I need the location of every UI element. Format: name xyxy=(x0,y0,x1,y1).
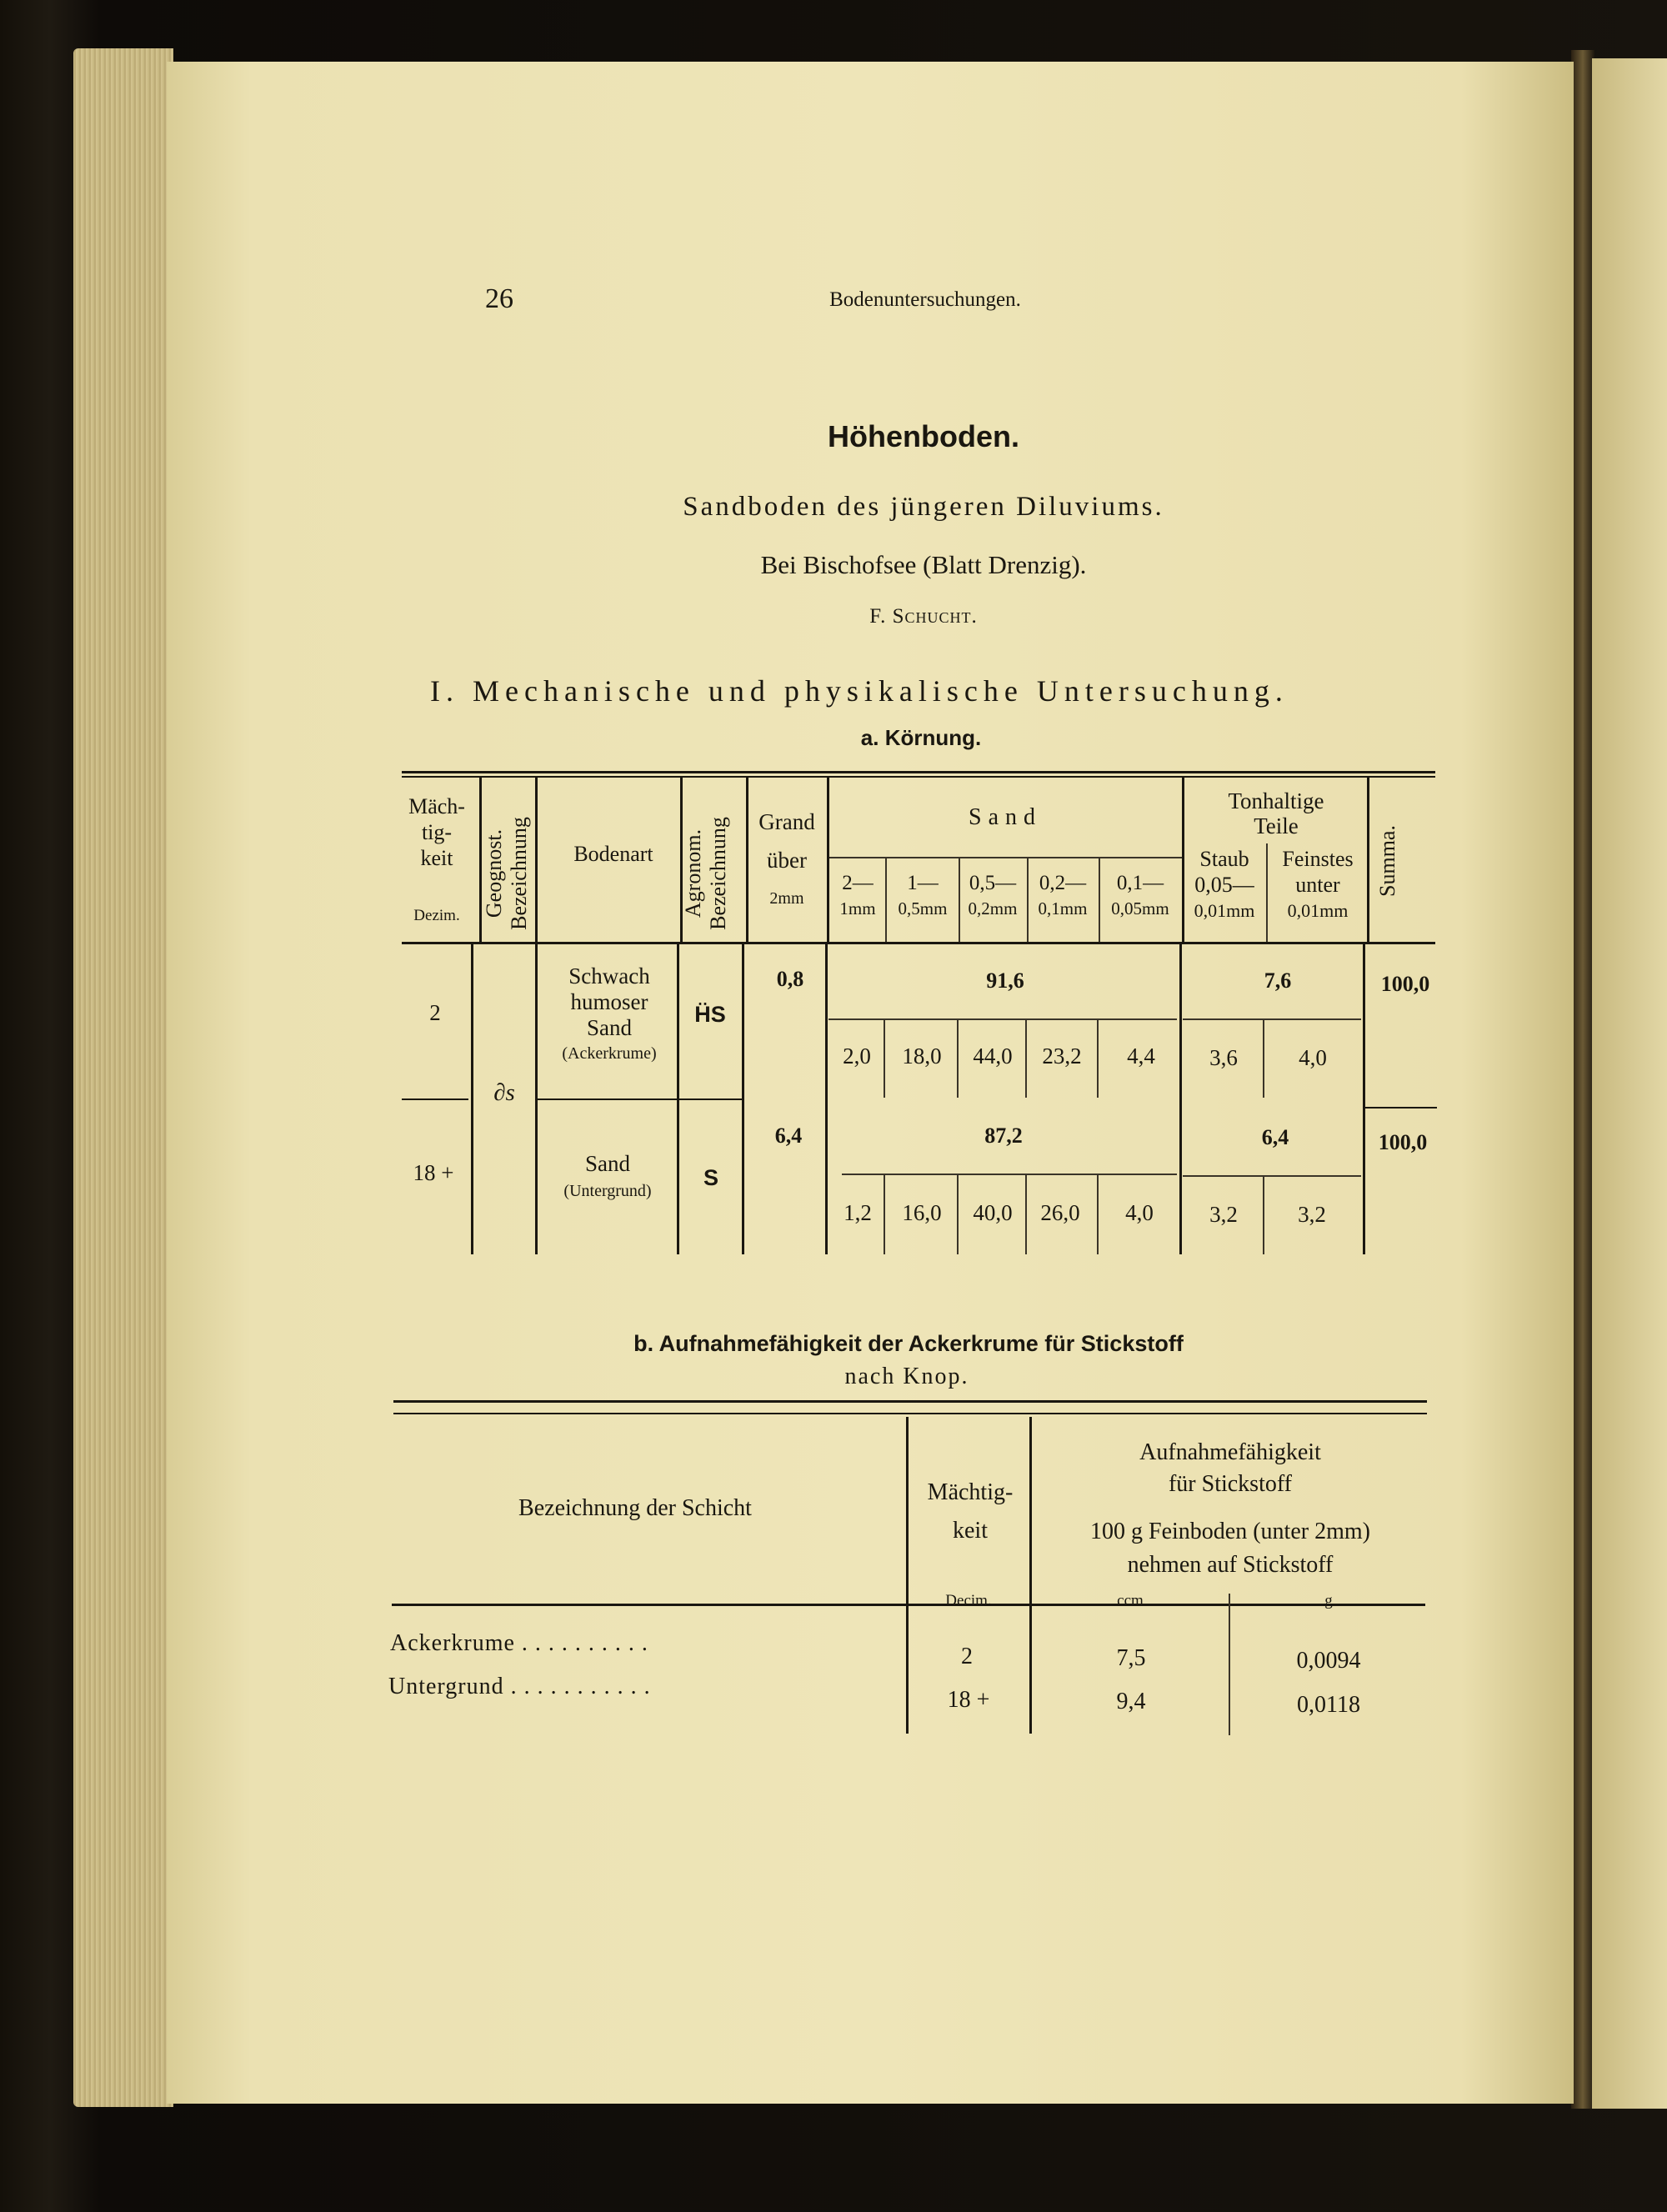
subsection-a-heading: a. Körnung. xyxy=(860,725,982,750)
header-feinstes: Feinstes unter 0,01mm xyxy=(1282,847,1354,921)
header-aufnahme: Aufnahmefähigkeit für Stickstoff xyxy=(1139,1439,1321,1497)
header-schicht: Bezeichnung der Schicht xyxy=(518,1495,752,1521)
header-maechtigkeit-unit: Dezim. xyxy=(413,907,460,924)
header-bodenart: Bodenart xyxy=(573,842,653,866)
geognost-value: ∂s xyxy=(493,1079,515,1106)
header-unit-g: g xyxy=(1324,1592,1333,1609)
header-sand-1-05mm: 1— 0,5mm xyxy=(898,872,948,918)
running-title: Bodenuntersuchungen. xyxy=(829,288,1021,311)
header-sand: Sand xyxy=(969,804,1042,830)
subsection-b-heading: b. Aufnahmefähigkeit der Ackerkrume für Stickstoff xyxy=(633,1331,1184,1356)
section-heading: I. Mechanische und physikalische Untersuchung. xyxy=(430,674,1289,708)
book-gutter xyxy=(1571,50,1594,2109)
header-staub: Staub 0,05— 0,01mm xyxy=(1194,847,1255,921)
location: Bei Bischofsee (Blatt Drenzig). xyxy=(760,550,1087,579)
header-tonhaltige: Tonhaltige Teile xyxy=(1228,788,1324,838)
header-maechtigkeit: Mäch- tig- keit xyxy=(408,794,465,870)
page-edges xyxy=(73,48,173,2107)
page-title: Höhenboden. xyxy=(828,419,1019,453)
subtitle: Sandboden des jüngeren Diluviums. xyxy=(683,492,1164,522)
header-unit-ccm: ccm xyxy=(1117,1592,1144,1609)
header-sand-02-01mm: 0,2— 0,1mm xyxy=(1038,872,1088,918)
header-maechtigkeit-b-unit: Decim. xyxy=(945,1592,992,1609)
header-maechtigkeit-b: Mächtig- keit xyxy=(927,1479,1014,1544)
subsection-b-sub: nach Knop. xyxy=(844,1364,969,1389)
header-agronom: Agronom. Bezeichnung xyxy=(681,817,730,930)
header-geognost: Geognost. Bezeichnung xyxy=(482,817,531,930)
header-grand: Grand über 2mm xyxy=(758,809,815,908)
header-sand-05-02mm: 0,5— 0,2mm xyxy=(968,872,1018,918)
header-sand-01-005mm: 0,1— 0,05mm xyxy=(1111,872,1169,918)
page-number: 26 xyxy=(485,283,513,314)
header-summa: Summa. xyxy=(1375,825,1399,897)
author: F. Schucht. xyxy=(869,605,978,628)
next-page-edge xyxy=(1592,58,1667,2109)
header-sand-2-1mm: 2— 1mm xyxy=(839,872,876,918)
header-aufnahme-detail: 100 g Feinboden (unter 2mm) nehmen auf Stickstoff xyxy=(1090,1519,1370,1578)
